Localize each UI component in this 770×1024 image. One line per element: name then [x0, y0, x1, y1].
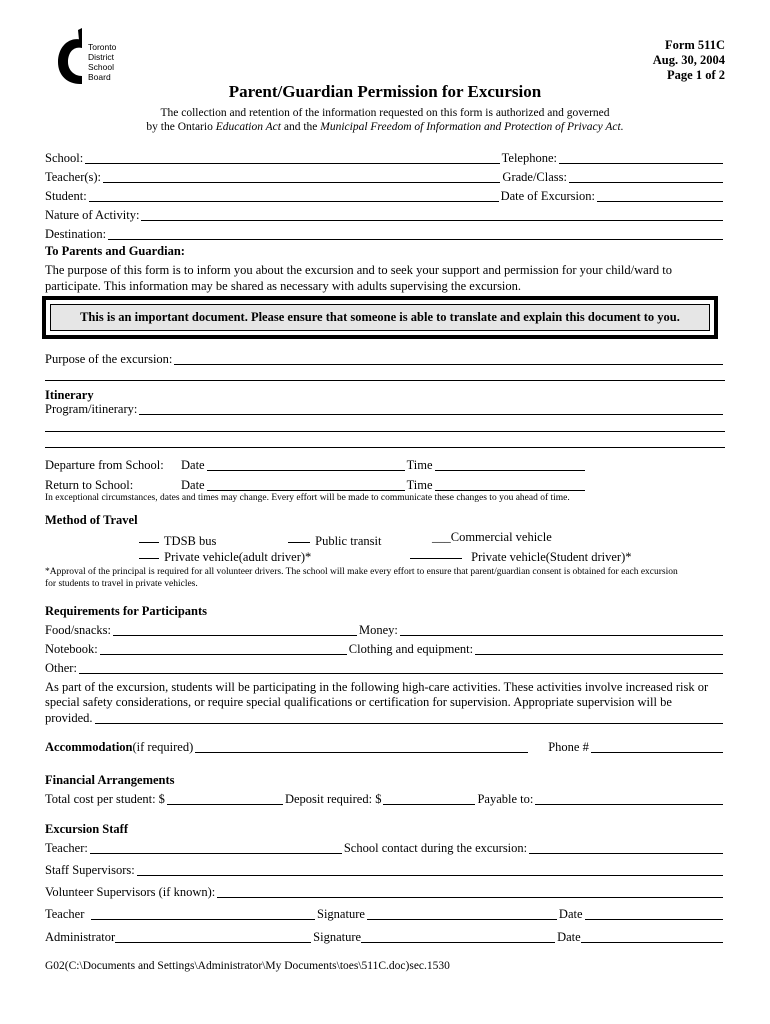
other-label: Other: [45, 661, 77, 675]
intro-text [0, 106, 770, 134]
parents-heading: To Parents and Guardian: [45, 244, 185, 258]
high-care-field[interactable] [95, 711, 723, 724]
intro-text-mfippa: Municipal Freedom of Information and Protection of Privacy Act. [320, 121, 624, 133]
student-label: Student: [45, 189, 87, 203]
other-row [45, 660, 725, 676]
travel-option-private-adult [137, 546, 311, 565]
accommodation-field[interactable] [195, 740, 528, 753]
purpose-label: Purpose of the excursion: [45, 352, 173, 366]
form-date: Aug. 30, 2004 [652, 53, 725, 67]
requirements-heading: Requirements for Participants [45, 604, 208, 618]
parents-paragraph [45, 262, 672, 294]
page-title: Parent/Guardian Permission for Excursion [228, 82, 542, 101]
return-date-label: Date [181, 478, 205, 492]
travel-heading: Method of Travel [45, 513, 138, 527]
student-field[interactable] [89, 189, 499, 202]
high-care-line-3: provided. [45, 711, 93, 725]
travel-option-private-student [408, 546, 632, 565]
staff-teacher-row [45, 840, 725, 856]
tdsb-apple-logo-icon [52, 26, 92, 88]
school-contact-field[interactable] [529, 841, 723, 854]
staff-supervisors-label: Staff Supervisors: [45, 863, 135, 877]
travel-note [45, 566, 678, 590]
parents-line-1: The purpose of this form is to inform you about the excursion and to seek your support and permission for your child/ward to [45, 263, 672, 277]
deposit-label: Deposit required: $ [284, 792, 382, 806]
admin-signature-field[interactable] [361, 930, 555, 943]
teachers-field[interactable] [103, 170, 500, 183]
purpose-row [45, 351, 725, 367]
commercial-vehicle-label: ___Commercial vehicle [432, 530, 552, 544]
teacher-signature-row [45, 906, 725, 922]
translation-notice [42, 296, 718, 339]
departure-date-field[interactable] [207, 458, 405, 471]
program-extra-line-1[interactable] [45, 431, 725, 432]
tdsb-bus-label: TDSB bus [163, 534, 217, 548]
teachers-row [45, 169, 725, 185]
payable-field[interactable] [535, 792, 723, 805]
provided-row [45, 710, 725, 726]
return-label: Return to School: [45, 478, 134, 492]
logo-line-4: Board [88, 72, 111, 82]
staff-teacher-label: Teacher: [45, 841, 88, 855]
deposit-field[interactable] [383, 792, 475, 805]
notebook-row [45, 641, 725, 657]
program-label: Program/itinerary: [45, 402, 138, 416]
phone-field[interactable] [591, 740, 723, 753]
other-field[interactable] [79, 661, 723, 674]
volunteer-field[interactable] [217, 885, 723, 898]
volunteer-label: Volunteer Supervisors (if known): [45, 885, 216, 899]
admin-name-field[interactable] [115, 930, 311, 943]
telephone-field[interactable] [559, 151, 723, 164]
grade-label: Grade/Class: [502, 170, 567, 184]
teachers-label: Teacher(s): [45, 170, 102, 184]
school-field[interactable] [85, 151, 499, 164]
school-row [45, 150, 725, 166]
parents-line-2: participate. This information may be shared as necessary with adults supervising the excursion. [45, 279, 522, 293]
notebook-field[interactable] [100, 642, 347, 655]
notebook-label: Notebook: [45, 642, 98, 656]
logo-line-2: District [88, 52, 114, 62]
telephone-label: Telephone: [501, 151, 557, 165]
high-care-paragraph [45, 680, 708, 710]
staff-teacher-field[interactable] [90, 841, 342, 854]
accommodation-row [45, 739, 725, 755]
accommodation-suffix: (if required) [132, 740, 194, 754]
intro-line-1: The collection and retention of the information requested on this form is authorized and governed [160, 107, 610, 119]
admin-sig-label: Administrator [45, 930, 116, 944]
intro-line-2 [0, 120, 770, 134]
departure-date-label: Date [181, 458, 205, 472]
page-number: Page 1 of 2 [667, 68, 725, 82]
staff-heading: Excursion Staff [45, 822, 128, 836]
nature-field[interactable] [141, 208, 723, 221]
program-field[interactable] [139, 402, 723, 415]
nature-row [45, 207, 725, 223]
tdsb-logo [52, 26, 124, 90]
destination-field[interactable] [108, 227, 723, 240]
intro-text-c: and the [280, 121, 321, 133]
teacher-name-field[interactable] [91, 907, 315, 920]
staff-supervisors-row [45, 862, 725, 878]
departure-label: Departure from School: [45, 458, 164, 472]
destination-row [45, 226, 725, 242]
private-adult-label: Private vehicle(adult driver)* [164, 550, 312, 564]
nature-label: Nature of Activity: [45, 208, 140, 222]
form-number: Form 511C [664, 38, 725, 52]
accommodation-label: Accommodation [45, 740, 133, 754]
admin-signature-label: Signature [313, 930, 362, 944]
itinerary-note: In exceptional circumstances, dates and times may change. Every effort will be made to communicate these changes to you ahead of time. [45, 493, 570, 503]
logo-line-1: Toronto [88, 42, 117, 52]
public-transit-checkbox[interactable] [288, 530, 310, 543]
money-label: Money: [358, 623, 398, 637]
financial-heading: Financial Arrangements [45, 773, 175, 787]
date-of-excursion-field[interactable] [597, 189, 723, 202]
date-of-excursion-label: Date of Excursion: [500, 189, 595, 203]
travel-note-1: *Approval of the principal is required for all volunteer drivers. The school will make every effort to ensure that parent/guardian consent is obtained for each excursion [45, 567, 678, 577]
teacher-sig-label: Teacher [45, 907, 85, 921]
food-row [45, 622, 725, 638]
destination-label: Destination: [45, 227, 107, 241]
clothing-field[interactable] [475, 642, 723, 655]
school-contact-label: School contact during the excursion: [343, 841, 528, 855]
admin-date-label: Date [557, 930, 581, 944]
translation-notice-text: This is an important document. Please ensure that someone is able to translate and explain this document to you. [50, 304, 710, 331]
clothing-label: Clothing and equipment: [348, 642, 474, 656]
itinerary-heading: Itinerary [45, 388, 94, 402]
teacher-date-field[interactable] [585, 907, 723, 920]
teacher-signature-field[interactable] [367, 907, 557, 920]
departure-time-label: Time [406, 458, 433, 472]
program-extra-line-2[interactable] [45, 447, 725, 448]
intro-text-a: by the Ontario [146, 121, 216, 133]
private-adult-checkbox[interactable] [139, 546, 159, 559]
payable-label: Payable to: [477, 792, 534, 806]
footer-path: G02(C:\Documents and Settings\Administrator\My Documents\toes\511C.doc)sec.1530 [45, 960, 450, 972]
high-care-line-1: As part of the excursion, students will be participating in the following high-care activities. These activities involve increased risk or [45, 680, 709, 694]
admin-date-field[interactable] [581, 930, 723, 943]
purpose-field[interactable] [174, 352, 723, 365]
financial-row [45, 791, 725, 807]
form-meta [653, 38, 725, 83]
teacher-signature-label: Signature [317, 907, 365, 921]
tdsb-bus-checkbox[interactable] [139, 530, 159, 543]
student-row [45, 188, 725, 204]
total-cost-label: Total cost per student: $ [45, 792, 165, 806]
purpose-extra-line[interactable] [45, 380, 725, 381]
return-time-label: Time [406, 478, 433, 492]
departure-row [45, 457, 587, 473]
volunteer-row [45, 884, 725, 900]
public-transit-label: Public transit [315, 534, 382, 548]
money-field[interactable] [400, 623, 723, 636]
return-date-field[interactable] [207, 478, 405, 491]
food-label: Food/snacks: [45, 623, 111, 637]
departure-time-field[interactable] [435, 458, 585, 471]
return-row [45, 477, 587, 493]
program-row [45, 401, 725, 417]
intro-text-education-act: Education Act [215, 121, 281, 133]
grade-field[interactable] [569, 170, 723, 183]
high-care-line-2: special safety considerations, or require special qualifications or certification for supervision. Appropriate supervision will be [45, 695, 672, 709]
total-cost-field[interactable] [167, 792, 283, 805]
return-time-field[interactable] [435, 478, 585, 491]
phone-label: Phone # [548, 740, 589, 754]
teacher-date-label: Date [558, 907, 583, 921]
admin-signature-row [45, 929, 725, 945]
private-student-label: Private vehicle(Student driver)* [471, 550, 632, 564]
travel-note-2: for students to travel in private vehicles. [45, 579, 198, 589]
travel-option-commercial[interactable] [432, 530, 552, 545]
logo-line-3: School [88, 62, 114, 72]
food-field[interactable] [113, 623, 357, 636]
private-student-checkbox[interactable] [410, 546, 462, 559]
school-label: School: [45, 151, 84, 165]
staff-supervisors-field[interactable] [137, 863, 723, 876]
